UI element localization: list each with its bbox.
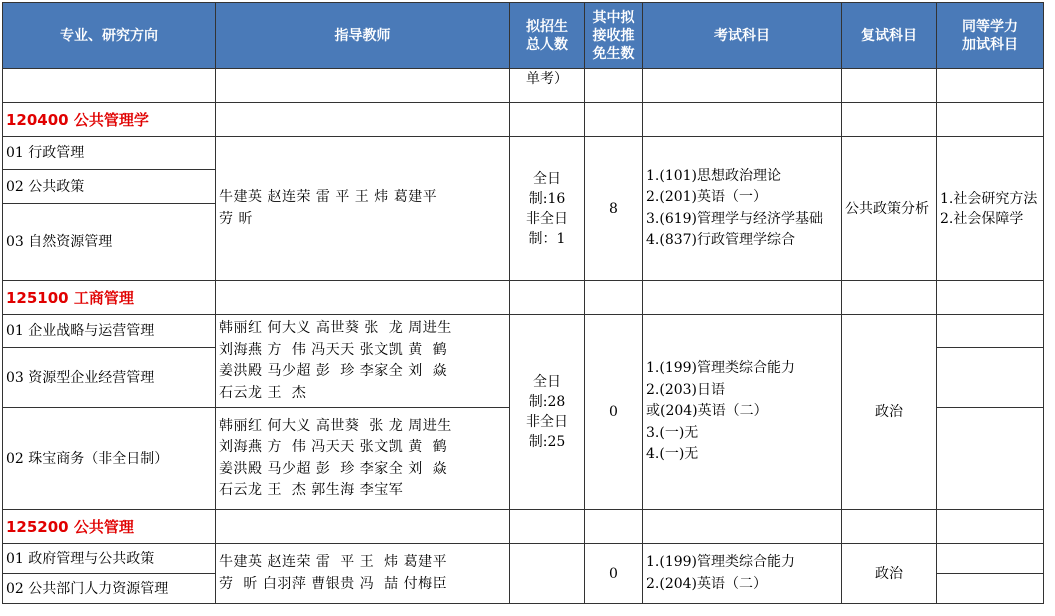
header-exams: 考试科目 <box>643 3 842 69</box>
direction-cell: 03 资源型企业经营管理 <box>3 348 216 408</box>
retest-cell: 公共政策分析 <box>842 137 937 281</box>
enroll-cell: 全日 制:16 非全日 制：1 <box>510 137 585 281</box>
direction-cell: 01 政府管理与公共政策 <box>3 544 216 574</box>
section-row <box>3 103 1044 137</box>
header-enroll: 拟招生 总人数 <box>510 3 585 69</box>
direction-cell: 01 行政管理 <box>3 137 216 170</box>
table-row <box>3 315 1044 348</box>
enroll-cell: 全日 制:28 非全日 制:25 <box>510 315 585 510</box>
header-row <box>3 3 1044 69</box>
direction-cell: 01 企业战略与运营管理 <box>3 315 216 348</box>
teacher-cell: 韩丽红 何大义 高世葵 张 龙 周进生 刘海燕 方 伟 冯天天 张文凯 黄 鹤 姜洪殿 马少超 彭 珍 李家全 刘 焱 石云龙 王 杰 <box>216 315 510 408</box>
direction-cell: 02 公共政策 <box>3 170 216 204</box>
extra-cell: 1.社会研究方法 2.社会保障学 <box>937 137 1044 281</box>
section-row <box>3 510 1044 544</box>
enroll-fragment: 单考） <box>510 69 585 103</box>
direction-cell: 02 公共部门人力资源管理 <box>3 574 216 604</box>
exams-cell: 1.(101)思想政治理论 2.(201)英语（一） 3.(619)管理学与经济学基础 4.(837)行政管理学综合 <box>643 137 842 281</box>
top-fragment-row <box>3 69 1044 103</box>
teacher-cell: 牛建英 赵连荣 雷 平 王 炜 葛建平 劳 昕 白羽萍 曹银贵 冯 喆 付梅臣 <box>216 544 510 604</box>
retest-cell: 政治 <box>842 544 937 604</box>
header-exempt: 其中拟 接收推 免生数 <box>585 3 643 69</box>
section-title: 125200 公共管理 <box>3 510 216 544</box>
direction-cell: 03 自然资源管理 <box>3 204 216 281</box>
program-table <box>2 2 1044 604</box>
retest-cell: 政治 <box>842 315 937 510</box>
section-title: 120400 公共管理学 <box>3 103 216 137</box>
section-row <box>3 281 1044 315</box>
direction-cell: 02 珠宝商务（非全日制） <box>3 408 216 510</box>
exams-cell: 1.(199)管理类综合能力 2.(203)日语 或(204)英语（二） 3.(一)无 4.(一)无 <box>643 315 842 510</box>
header-teacher: 指导教师 <box>216 3 510 69</box>
exempt-cell: 0 <box>585 544 643 604</box>
teacher-cell: 牛建英 赵连荣 雷 平 王 炜 葛建平 劳 昕 <box>216 137 510 281</box>
exempt-cell: 8 <box>585 137 643 281</box>
exams-cell: 1.(199)管理类综合能力 2.(204)英语（二） <box>643 544 842 604</box>
table-row <box>3 544 1044 574</box>
header-extra: 同等学力 加试科目 <box>937 3 1044 69</box>
section-title: 125100 工商管理 <box>3 281 216 315</box>
header-direction: 专业、研究方向 <box>3 3 216 69</box>
teacher-cell: 韩丽红 何大义 高世葵 张 龙 周进生 刘海燕 方 伟 冯天天 张文凯 黄 鹤 姜洪殿 马少超 彭 珍 李家全 刘 焱 石云龙 王 杰 郭生海 李宝军 <box>216 408 510 510</box>
table-row <box>3 137 1044 170</box>
exempt-cell: 0 <box>585 315 643 510</box>
header-retest: 复试科目 <box>842 3 937 69</box>
